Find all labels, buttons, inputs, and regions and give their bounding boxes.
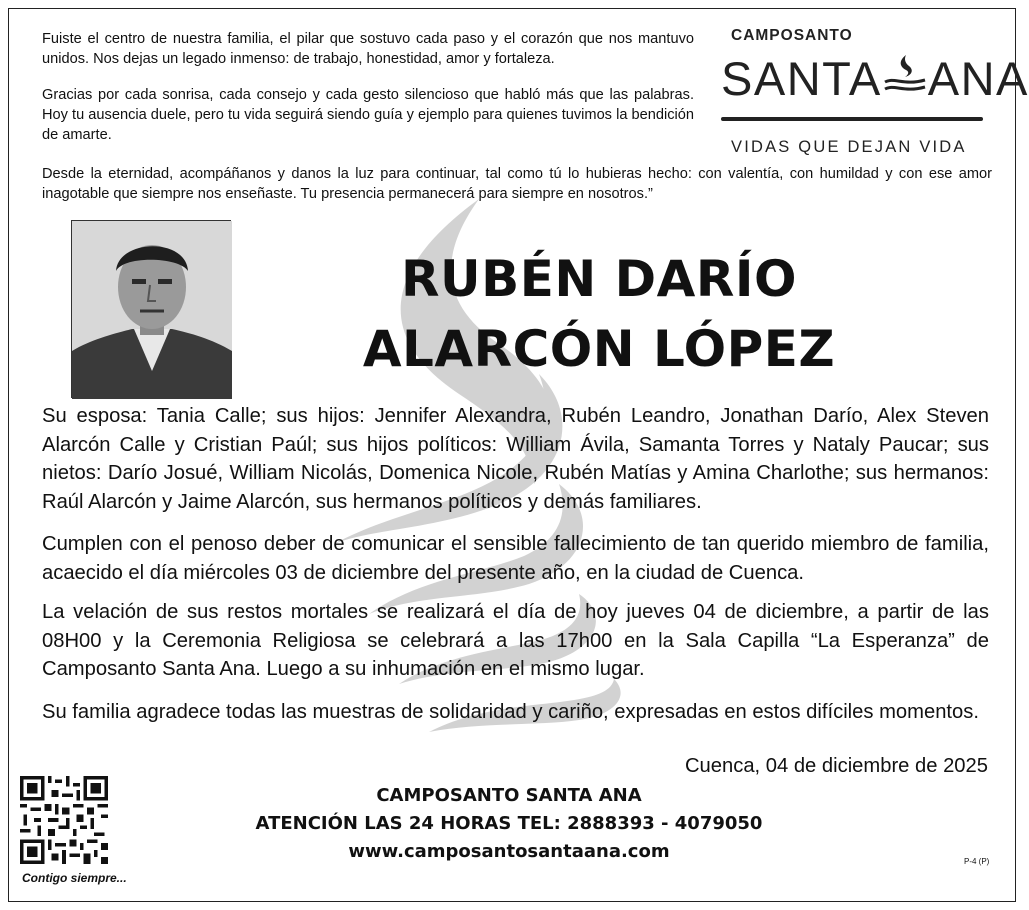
logo-main-text: [721, 51, 1029, 106]
deceased-name-line-1: RUBÉN DARÍO: [401, 250, 797, 308]
page-code: P-4 (P): [964, 857, 990, 866]
portrait-photo: [71, 220, 231, 398]
footer-website[interactable]: www.camposantosantaana.com: [348, 841, 670, 862]
qr-code-icon[interactable]: [20, 776, 108, 864]
logo-divider: [721, 117, 983, 121]
intro-paragraph-1: Fuiste el centro de nuestra familia, el pilar que sostuvo cada paso y el corazón que nos mantuvo unidos. Nos dejas un legado inmenso: de trabajo, honestidad, amor y fortaleza.: [42, 31, 694, 67]
intro-paragraph-3: Desde la eternidad, acompáñanos y danos la luz para continuar, tal como tú lo hubieras hecho: con valentía, con humildad y con ese amor inagotable que siempre nos enseñaste. Tu presencia permanecerá para siempre en nosotros.”: [42, 166, 992, 202]
announcement-paragraph: Cumplen con el penoso deber de comunicar el sensible fallecimiento de tan querido miembro de familia, acaecido el día miércoles 03 de diciembre del presente año, en la ciudad de Cuenca.: [42, 533, 989, 584]
logo-top-text: CAMPOSANTO: [731, 27, 853, 44]
logo-main-left: SANTA: [721, 52, 882, 105]
intro-paragraph-2: Gracias por cada sonrisa, cada consejo y cada gesto silencioso que habló más que las palabras. Hoy tu ausencia duele, pero tu vida seguirá siendo guía y ejemplo para quienes tuvimos la bendición de amarte.: [42, 87, 694, 143]
ceremony-paragraph: La velación de sus restos mortales se realizará el día de hoy jueves 04 de diciembre, a partir de las 08H00 y la Ceremonia Religiosa se celebrará a las 17h00 en la Sala Capilla “La Esperanza” de Camposanto Santa Ana. Luego a su inhumación en el mismo lugar.: [42, 601, 989, 680]
footer-phone: ATENCIÓN LAS 24 HORAS TEL: 2888393 - 4079050: [255, 813, 763, 834]
logo-tagline: VIDAS QUE DEJAN VIDA: [731, 138, 967, 156]
flame-icon: [882, 53, 928, 99]
content-layer: [9, 9, 1029, 901]
dateline: Cuenca, 04 de diciembre de 2025: [684, 755, 988, 777]
gratitude-paragraph: Su familia agradece todas las muestras de solidaridad y cariño, expresadas en estos difíciles momentos.: [42, 701, 979, 723]
qr-caption: Contigo siempre...: [22, 871, 127, 885]
deceased-name-line-2: ALARCÓN LÓPEZ: [362, 320, 836, 378]
family-paragraph: Su esposa: Tania Calle; sus hijos: Jennifer Alexandra, Rubén Leandro, Jonathan Darío, Alex Steven Alarcón Calle y Cristian Paúl; sus hijos políticos: William Ávila, Samanta Torres y Nataly Paucar; sus nietos: Darío Josué, William Nicolás, Domenica Nicole, Rubén Matías y Amina Charlothe; sus hermanos: Raúl Alarcón y Jaime Alarcón, sus hermanos políticos y demás familiares.: [42, 405, 989, 513]
footer-company: CAMPOSANTO SANTA ANA: [376, 785, 642, 806]
logo-main-right: ANA: [927, 52, 1029, 105]
obituary-notice: [8, 8, 1029, 902]
camposanto-santa-ana-logo: [717, 21, 1029, 161]
